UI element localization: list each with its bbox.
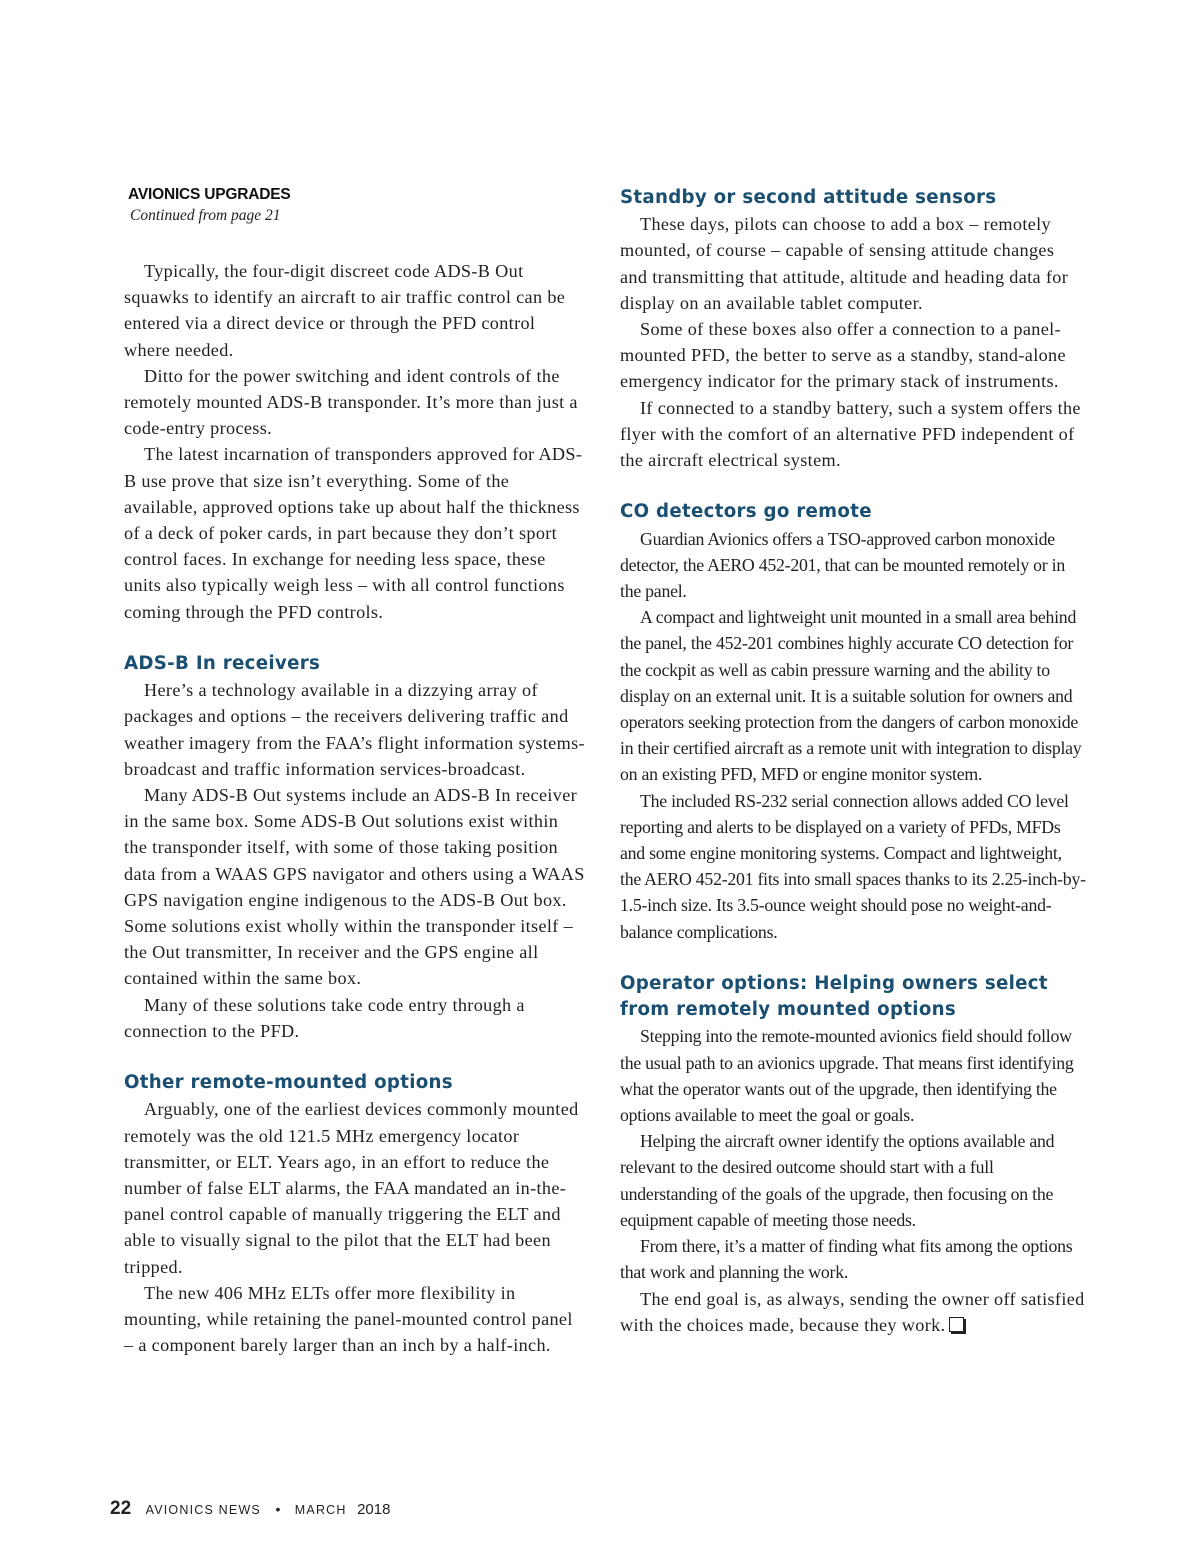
issue-year: 2018: [357, 1501, 391, 1518]
body-paragraph: The included RS-232 serial connection allows added CO level reporting and alerts to be displayed on a variety of PFDs, MFDs and some engine monitoring systems. Compact and lightweight, the AERO 452-201 fits into small spaces thanks to its 2.25-inch-by-1.5-inch size. Its 3.5-ounce weight should pose no weight-and-balance complications.: [620, 790, 1086, 942]
issue-month: MARCH: [294, 1503, 347, 1517]
page-footer: [110, 1498, 390, 1520]
body-paragraph: Guardian Avionics offers a TSO-approved carbon monoxide detector, the AERO 452-201, that can be mounted remotely or in the panel.: [620, 528, 1065, 602]
continued-note: Continued from page 21: [130, 207, 281, 224]
publication-name: AVIONICS NEWS: [145, 1503, 261, 1517]
subheading-adsb-in: ADS-B In receivers: [124, 653, 321, 675]
body-paragraph: Many ADS-B Out systems include an ADS-B In receiver in the same box. Some ADS-B Out solutions exist within the transponder itself, with some of those taking position data from a WAAS GPS navigator and others using a WAAS GPS navigation engine indigenous to the ADS-B Out box. Some solutions exist wholly within the transponder itself – the Out transmitter, In receiver and the GPS engine all contained within the same box.: [124, 785, 585, 989]
subheading-standby: Standby or second attitude sensors: [620, 187, 997, 208]
body-paragraph: These days, pilots can choose to add a box – remotely mounted, of course – capable of sensing attitude changes and transmitting that attitude, altitude and heading data for display on an available tablet computer.: [620, 214, 1069, 313]
body-paragraph: Many of these solutions take code entry through a connection to the PFD.: [124, 994, 525, 1041]
subheading-operator-options: Operator options: Helping owners select from remotely mounted options: [620, 973, 1048, 1021]
subheading-other-remote: Other remote-mounted options: [124, 1072, 453, 1094]
end-mark-icon: [949, 1317, 964, 1332]
body-paragraph: A compact and lightweight unit mounted in a small area behind the panel, the 452-201 combines highly accurate CO detection for the cockpit as well as cabin pressure warning and the ability to display on an external unit. It is a suitable solution for owners and operators seeking protection from the dangers of carbon monoxide in their certified aircraft as a remote unit with integration to display on an existing PFD, MFD or engine monitor system.: [620, 607, 1082, 785]
closing-text: The end goal is, as always, sending the owner off satisfied with the choices made, because they work.: [620, 1288, 1085, 1335]
section-label: AVIONICS UPGRADES: [128, 186, 291, 203]
body-paragraph: Helping the aircraft owner identify the options available and relevant to the desired outcome should start with a full understanding of the goals of the upgrade, then focusing on the equipment capable of meeting those needs.: [620, 1131, 1055, 1230]
body-paragraph: Stepping into the remote-mounted avionics field should follow the usual path to an avionics upgrade. That means first identifying what the operator wants out of the upgrade, then identifying the options available to meet the goal or goals.: [620, 1026, 1074, 1126]
body-paragraph: Some of these boxes also offer a connection to a panel-mounted PFD, the better to serve as a standby, stand-alone emergency indicator for the primary stack of instruments.: [620, 319, 1066, 392]
body-paragraph: Ditto for the power switching and ident controls of the remotely mounted ADS-B transponder. It’s more than just a code-entry process.: [124, 365, 578, 439]
body-paragraph: The latest incarnation of transponders approved for ADS-B use prove that size isn’t everything. Some of the available, approved options take up about half the thickness of a deck of poker cards, in part because they don’t sport control faces. In exchange for needing less space, these units also typically weigh less – with all control functions coming through the PFD controls.: [124, 444, 583, 622]
body-paragraph: From there, it’s a matter of finding what fits among the options that work and planning the work.: [620, 1236, 1073, 1283]
separator-bullet-icon: •: [275, 1501, 281, 1517]
body-paragraph: If connected to a standby battery, such a system offers the flyer with the comfort of an alternative PFD independent of the aircraft electrical system.: [620, 397, 1081, 471]
closing-paragraph: [620, 1286, 1086, 1338]
body-paragraph: The new 406 MHz ELTs offer more flexibility in mounting, while retaining the panel-mounted control panel – a component barely larger than an inch by a half-inch.: [124, 1282, 573, 1356]
body-paragraph: Here’s a technology available in a dizzying array of packages and options – the receivers delivering traffic and weather imagery from the FAA’s flight information systems-broadcast and traffic information services-broadcast.: [124, 680, 585, 779]
subheading-co-detectors: CO detectors go remote: [620, 501, 872, 523]
body-paragraph: Arguably, one of the earliest devices commonly mounted remotely was the old 121.5 MHz emergency locator transmitter, or ELT. Years ago, in an effort to reduce the number of false ELT alarms, the FAA mandated an in-the-panel control capable of manually triggering the ELT and able to visually signal to the pilot that the ELT had been tripped.: [124, 1099, 579, 1277]
left-column: [124, 258, 586, 1359]
right-column: [620, 185, 1086, 1338]
page-number: 22: [110, 1498, 132, 1519]
body-paragraph: Typically, the four-digit discreet code ADS-B Out squawks to identify an aircraft to air traffic control can be entered via a direct device or through the PFD control where needed.: [124, 261, 566, 360]
